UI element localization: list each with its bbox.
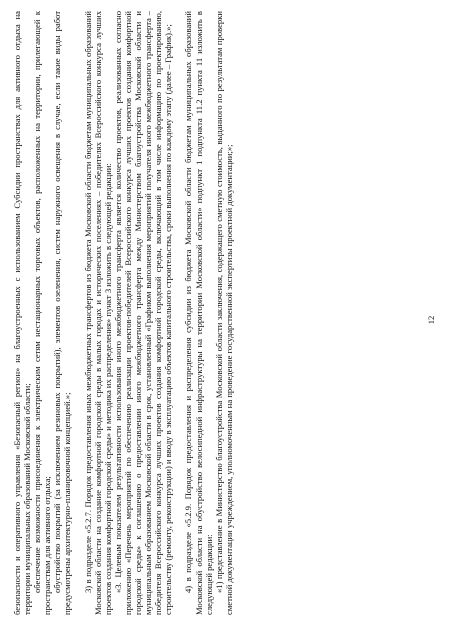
paragraph-6: 4) в подразделе «5.2.9. Порядок предоставления и распределения субсидии из бюджета Московской области бюджетам муниципальных образований Московской области на обустройство велосипедной инфраструктуры на территории Московской области» подпункт 1 подпункта 11.2 пункта 11 изложить в следующей редакции: xyxy=(183,11,214,615)
document-body xyxy=(12,11,424,615)
paragraph-2: обеспечение возможности присоединения к электрическим сетям нестационарных торговых объектов, расположенных на территории, прилегающей к пространствам для активного отдыха; xyxy=(32,11,53,615)
paragraph-1: безопасности и оперативного управления «Безопасный регион» на благоустроенных с использованием Субсидии пространствах для активного отдыха на территории муниципальных образований Московской области; xyxy=(12,11,33,615)
paragraph-3: обустройство покрытий (за исключением резиновых покрытий), элементов озеленения, систем наружного освещения в случае, если такие виды работ предусмотрены архитектурно-планировочной концепцией.»; xyxy=(52,11,73,615)
paragraph-5: «3. Целевым показателем результативности использования иного межбюджетного трансферта является количество проектов, реализованных согласно приложению «Перечень мероприятий по обеспечению реализации проектов-победителей Всероссийского конкурса лучших проектов создания комфортной городской среды» к соглашению о предоставлении иного межбюджетного трансферта между Министерством благоустройства Московской области и муниципальным образованием Московской области в срок, установленный «Графиком выполнения мероприятий получателя иного межбюджетного трансферта – победителя Всероссийского конкурса лучших проектов создания комфортной городской среды, включающий в том числе информацию по проектированию, строительству (ремонту, реконструкции) и вводу в эксплуатацию объектов капитального строительства, сроки выполнения по каждому этапу (далее – График).»; xyxy=(112,11,174,615)
paragraph-7: «1) представление в Министерство благоустройства Московской области заключения, содержащего сметную стоимость, выданного по результатам проверки сметной документации учреждением, уполномоченным на проведение государственной экспертизы проектной документации;»; xyxy=(213,11,234,615)
paragraph-4: 3) в подразделе «5.2.7. Порядок предоставления иных межбюджетных трансфертов из бюджета Московской области бюджетам муниципальных образований Московской области на создание комфортной городской среды в малых городах и исторических поселениях – победителях Всероссийского конкурса лучших проектов создания комфортной городской среды» и методика их распределения» пункт 3 изложить в следующей редакции: xyxy=(82,11,113,615)
page-number: 12 xyxy=(426,315,436,325)
